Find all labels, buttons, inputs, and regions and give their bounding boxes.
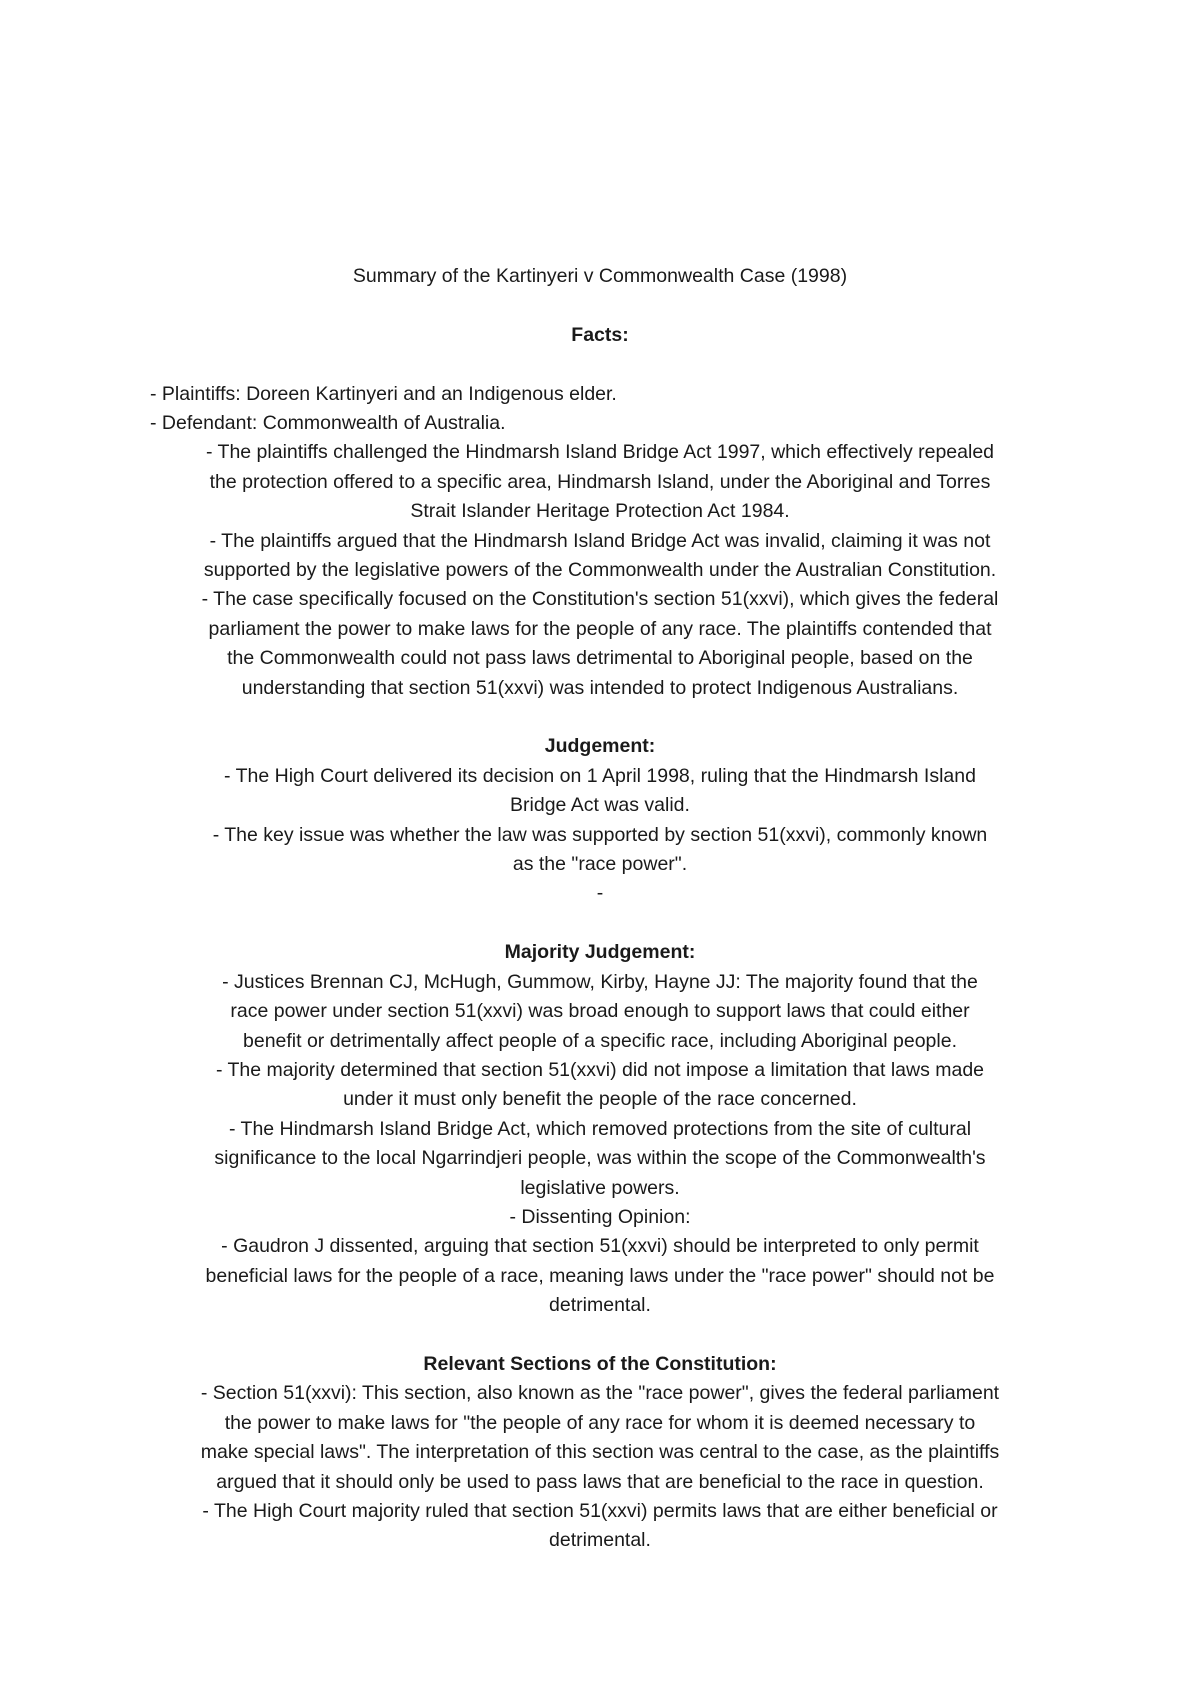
sections-line: detrimental. [549, 1529, 651, 1552]
sections-heading: Relevant Sections of the Constitution: [423, 1352, 777, 1375]
judgement-heading: Judgement: [544, 735, 656, 758]
facts-section [120, 380, 1080, 703]
document-page [120, 262, 1080, 1556]
spacer [120, 350, 1080, 379]
facts-line: supported by the legislative powers of the Commonwealth under the Australian Constitution. [203, 559, 997, 582]
majority-section [120, 968, 1080, 1321]
judgement-section [120, 762, 1080, 909]
majority-line: - Justices Brennan CJ, McHugh, Gummow, Kirby, Hayne JJ: The majority found that the [222, 970, 978, 993]
majority-line: legislative powers. [520, 1176, 680, 1199]
facts-line: - Plaintiffs: Doreen Kartinyeri and an Indigenous elder. [150, 382, 617, 405]
majority-line: significance to the local Ngarrindjeri people, was within the scope of the Commonwealth's [214, 1147, 986, 1170]
sections-section [120, 1379, 1080, 1555]
sections-line: make special laws". The interpretation of this section was central to the case, as the plaintiffs [200, 1441, 1000, 1464]
judgement-line: - [596, 882, 604, 905]
majority-line: under it must only benefit the people of the race concerned. [343, 1088, 857, 1111]
spacer [120, 909, 1080, 938]
spacer [120, 703, 1080, 732]
facts-line: - Defendant: Commonwealth of Australia. [150, 412, 506, 434]
judgement-line: - The High Court delivered its decision on 1 April 1998, ruling that the Hindmarsh Island [224, 764, 976, 787]
judgement-line: as the "race power". [512, 853, 688, 876]
facts-line: Strait Islander Heritage Protection Act 1984. [410, 500, 790, 523]
document-title: Summary of the Kartinyeri v Commonwealth Case (1998) [352, 265, 848, 287]
judgement-line: - The key issue was whether the law was supported by section 51(xxvi), commonly known [212, 823, 988, 846]
facts-line: the Commonwealth could not pass laws detrimental to Aboriginal people, based on the [227, 647, 973, 670]
judgement-line: Bridge Act was valid. [510, 794, 690, 817]
sections-line: - Section 51(xxvi): This section, also known as the "race power", gives the federal parliament [200, 1382, 1000, 1405]
majority-line: beneficial laws for the people of a race, meaning laws under the "race power" should not be [205, 1264, 995, 1287]
facts-line: - The plaintiffs challenged the Hindmarsh Island Bridge Act 1997, which effectively repealed [205, 441, 995, 464]
facts-heading: Facts: [571, 323, 629, 346]
majority-line: - The Hindmarsh Island Bridge Act, which removed protections from the site of cultural [228, 1117, 972, 1140]
majority-line: race power under section 51(xxvi) was broad enough to support laws that could either [230, 1000, 970, 1023]
majority-line: - Dissenting Opinion: [509, 1205, 691, 1228]
sections-line: - The High Court majority ruled that section 51(xxvi) permits laws that are either beneficial or [202, 1499, 998, 1522]
majority-line: detrimental. [549, 1294, 651, 1317]
majority-heading: Majority Judgement: [504, 941, 696, 964]
spacer [120, 1321, 1080, 1350]
facts-line: the protection offered to a specific area, Hindmarsh Island, under the Aboriginal and Torres [209, 470, 991, 493]
sections-line: argued that it should only be used to pass laws that are beneficial to the race in question. [216, 1470, 984, 1493]
spacer [120, 291, 1080, 320]
majority-line: - The majority determined that section 51(xxvi) did not impose a limitation that laws made [215, 1058, 985, 1081]
sections-line: the power to make laws for "the people of any race for whom it is deemed necessary to [224, 1411, 976, 1434]
facts-line: understanding that section 51(xxvi) was intended to protect Indigenous Australians. [241, 676, 959, 699]
majority-line: benefit or detrimentally affect people of a specific race, including Aboriginal people. [243, 1029, 957, 1052]
facts-line: - The case specifically focused on the Constitution's section 51(xxvi), which gives the federal [201, 588, 999, 611]
facts-line: parliament the power to make laws for the people of any race. The plaintiffs contended that [208, 617, 992, 640]
facts-line: - The plaintiffs argued that the Hindmarsh Island Bridge Act was invalid, claiming it was not [209, 529, 991, 552]
majority-line: - Gaudron J dissented, arguing that section 51(xxvi) should be interpreted to only permit [221, 1235, 979, 1258]
